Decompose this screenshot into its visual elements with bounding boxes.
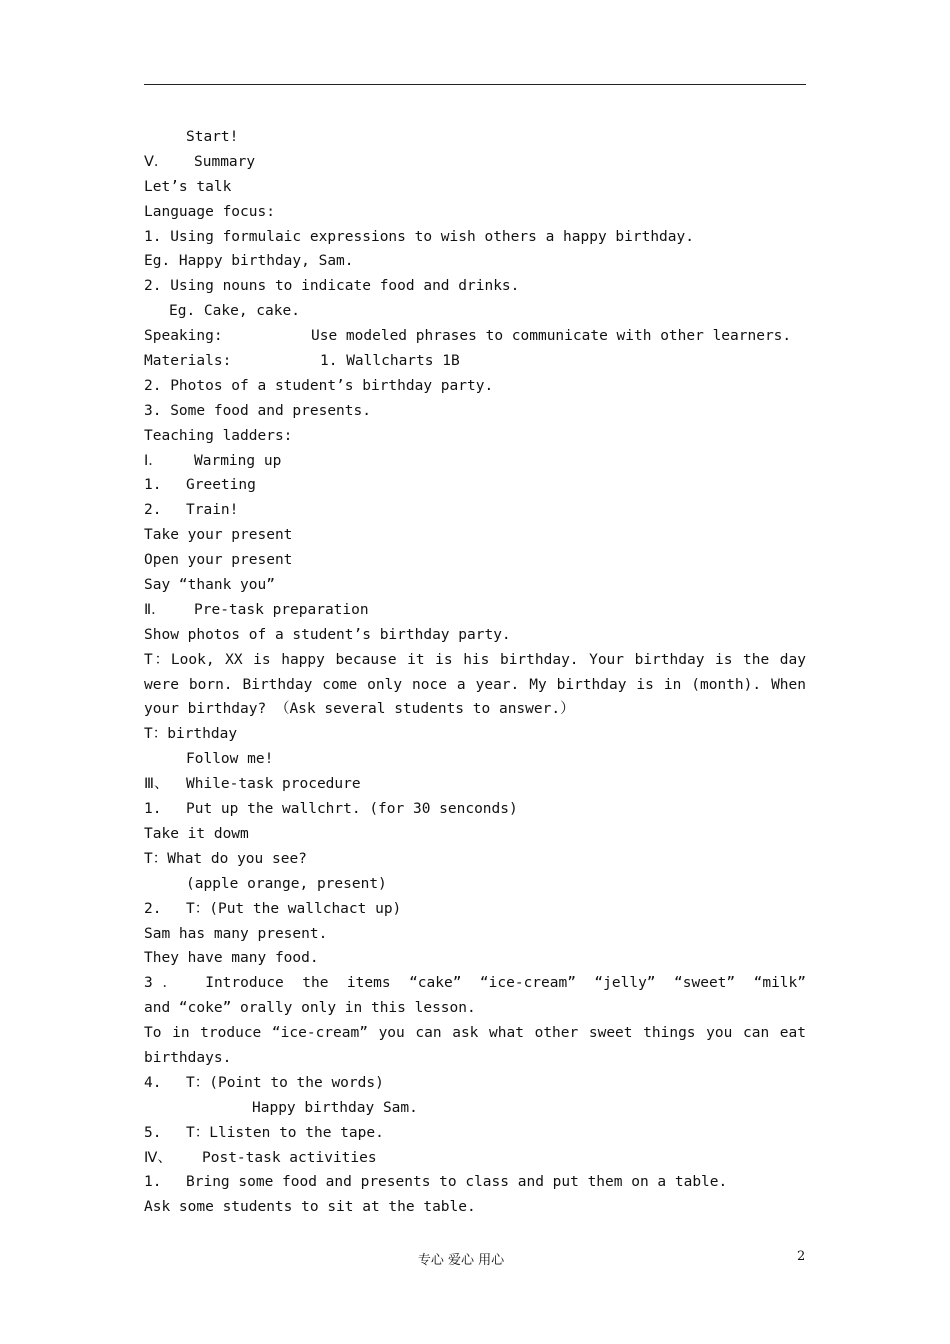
field-label: Materials: xyxy=(144,353,232,370)
text-line: your birthday? （Ask several students to answer.） xyxy=(144,701,575,718)
section-heading: While-task procedure xyxy=(186,776,361,793)
text-line: Show photos of a student’s birthday party. xyxy=(144,626,511,643)
section-numeral: Ⅲ、 xyxy=(144,776,169,793)
text-line: To in troduce “ice-cream” you can ask what other sweet things you can eat xyxy=(144,1025,806,1042)
field-label: Speaking: xyxy=(144,328,223,345)
text-line xyxy=(144,349,806,374)
text-line xyxy=(144,772,806,797)
text-line: T：birthday xyxy=(144,726,238,743)
text-line: They have many food. xyxy=(144,950,319,967)
text-line: Eg. Cake, cake. xyxy=(169,303,300,320)
text-line: T：What do you see? xyxy=(144,850,307,867)
list-text: Put up the wallchrt. (for 30 senconds) xyxy=(186,801,518,818)
section-heading: Warming up xyxy=(194,452,282,469)
section-heading: Pre-task preparation xyxy=(194,601,369,618)
text-line: were born. Birthday come only noce a year. My birthday is in (month). When xyxy=(144,676,806,693)
list-number: 5. xyxy=(144,1124,162,1141)
list-number: 1. xyxy=(144,1174,162,1191)
section-numeral: Ⅰ． xyxy=(144,452,163,469)
list-number: 1. xyxy=(144,477,162,494)
text-line xyxy=(144,324,806,349)
page-footer xyxy=(0,1249,950,1269)
list-text: T：(Put the wallchact up) xyxy=(186,900,402,917)
section-heading: Post-task activities xyxy=(202,1149,377,1166)
list-text: T：(Point to the words) xyxy=(186,1074,384,1091)
text-line: Eg. Happy birthday, Sam. xyxy=(144,253,354,270)
text-line: 2. Photos of a student’s birthday party. xyxy=(144,377,494,394)
field-value: Use modeled phrases to communicate with other learners. xyxy=(311,328,792,345)
text-line: Start! xyxy=(186,129,239,145)
text-line: 1. Using formulaic expressions to wish others a happy birthday. xyxy=(144,228,694,245)
section-numeral: Ⅴ． xyxy=(144,153,169,170)
text-line: 2. Using nouns to indicate food and drinks. xyxy=(144,278,520,295)
text-line xyxy=(144,473,806,498)
list-number: 2. xyxy=(144,502,162,519)
field-value: 1. Wallcharts 1B xyxy=(320,353,460,370)
text-line xyxy=(144,1121,806,1146)
section-numeral: Ⅱ． xyxy=(144,601,166,618)
list-number: 1. xyxy=(144,801,162,818)
footer-motto: 专心 爱心 用心 xyxy=(417,1253,505,1268)
text-line: Teaching ladders: xyxy=(144,427,293,444)
text-line: Follow me! xyxy=(186,751,274,768)
text-line xyxy=(144,1170,806,1195)
list-number: 4. xyxy=(144,1074,162,1091)
text-line: Say “thank you” xyxy=(144,577,275,594)
text-line: 3. Some food and presents. xyxy=(144,402,371,419)
text-line: and “coke” orally only in this lesson. xyxy=(144,1000,476,1017)
text-line xyxy=(144,150,806,175)
list-text: T：Llisten to the tape. xyxy=(186,1124,384,1141)
text-line xyxy=(144,1146,806,1171)
text-line: Open your present xyxy=(144,552,293,569)
text-line xyxy=(144,498,806,523)
text-line: Language focus: xyxy=(144,203,275,220)
text-line: Let’s talk xyxy=(144,178,232,195)
text-line xyxy=(144,449,806,474)
list-number: 2. xyxy=(144,900,162,917)
header-rule xyxy=(144,84,806,85)
text-line: Sam has many present. xyxy=(144,925,328,942)
text-line: Take your present xyxy=(144,527,293,544)
text-line: T：Look, XX is happy because it is his birthday. Your birthday is the day xyxy=(144,651,806,668)
list-text: Greeting xyxy=(186,477,256,494)
text-line: 3． Introduce the items “cake” “ice-cream” “jelly” “sweet” “milk” xyxy=(144,975,806,992)
list-text: Train! xyxy=(186,502,239,519)
text-line: Happy birthday Sam. xyxy=(252,1099,418,1116)
text-line: birthdays. xyxy=(144,1049,232,1066)
page-number: 2 xyxy=(797,1249,806,1264)
list-text: Bring some food and presents to class and put them on a table. xyxy=(186,1174,728,1191)
text-line xyxy=(144,1071,806,1096)
text-line xyxy=(144,897,806,922)
document-body xyxy=(144,125,806,1220)
text-line: Ask some students to sit at the table. xyxy=(144,1199,476,1216)
text-line xyxy=(144,797,806,822)
text-line xyxy=(144,598,806,623)
text-line: (apple orange, present) xyxy=(186,875,387,892)
text-line: Take it dowm xyxy=(144,825,249,842)
section-numeral: Ⅳ、 xyxy=(144,1149,172,1166)
section-heading: Summary xyxy=(194,153,256,170)
